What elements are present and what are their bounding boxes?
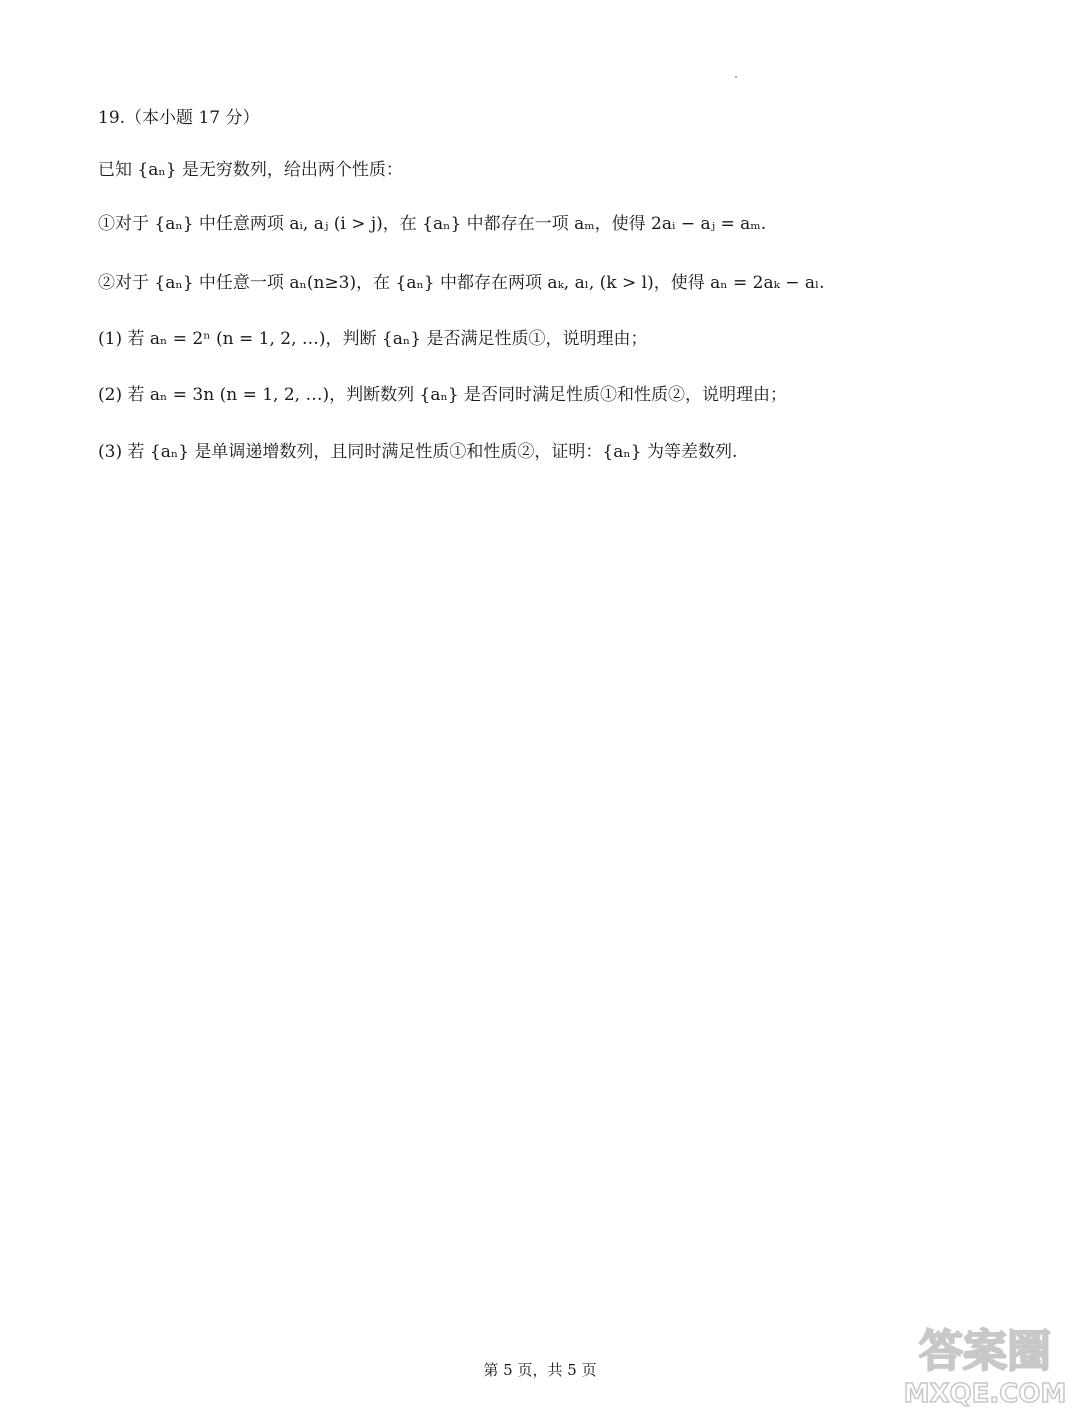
property-1: ①对于 {aₙ} 中任意两项 aᵢ, aⱼ (i > j)，在 {aₙ} 中都存在一项 aₘ，使得 2aᵢ − aⱼ = aₘ. [98, 214, 767, 234]
watermark-top-text: 答案圈 [919, 1326, 1051, 1377]
part-3: (3) 若 {aₙ} 是单调递增数列，且同时满足性质①和性质②，证明：{aₙ} 为等差数列. [98, 442, 738, 462]
part-2: (2) 若 aₙ = 3n (n = 1, 2, …)，判断数列 {aₙ} 是否同时满足性质①和性质②，说明理由； [98, 385, 788, 405]
property-2: ②对于 {aₙ} 中任意一项 aₙ(n≥3)，在 {aₙ} 中都存在两项 aₖ, aₗ, (k > l)，使得 aₙ = 2aₖ − aₗ. [98, 273, 825, 293]
problem-intro: 已知 {aₙ} 是无穷数列，给出两个性质： [98, 160, 403, 180]
watermark-logo [900, 1318, 1070, 1408]
watermark-bottom-text: MXQE.COM [903, 1379, 1067, 1408]
part-1: (1) 若 aₙ = 2ⁿ (n = 1, 2, …)，判断 {aₙ} 是否满足性质①，说明理由； [98, 329, 648, 349]
problem-heading: 19.（本小题 17 分） [98, 108, 260, 128]
scan-dot [735, 76, 737, 78]
page-footer: 第 5 页，共 5 页 [483, 1361, 597, 1379]
